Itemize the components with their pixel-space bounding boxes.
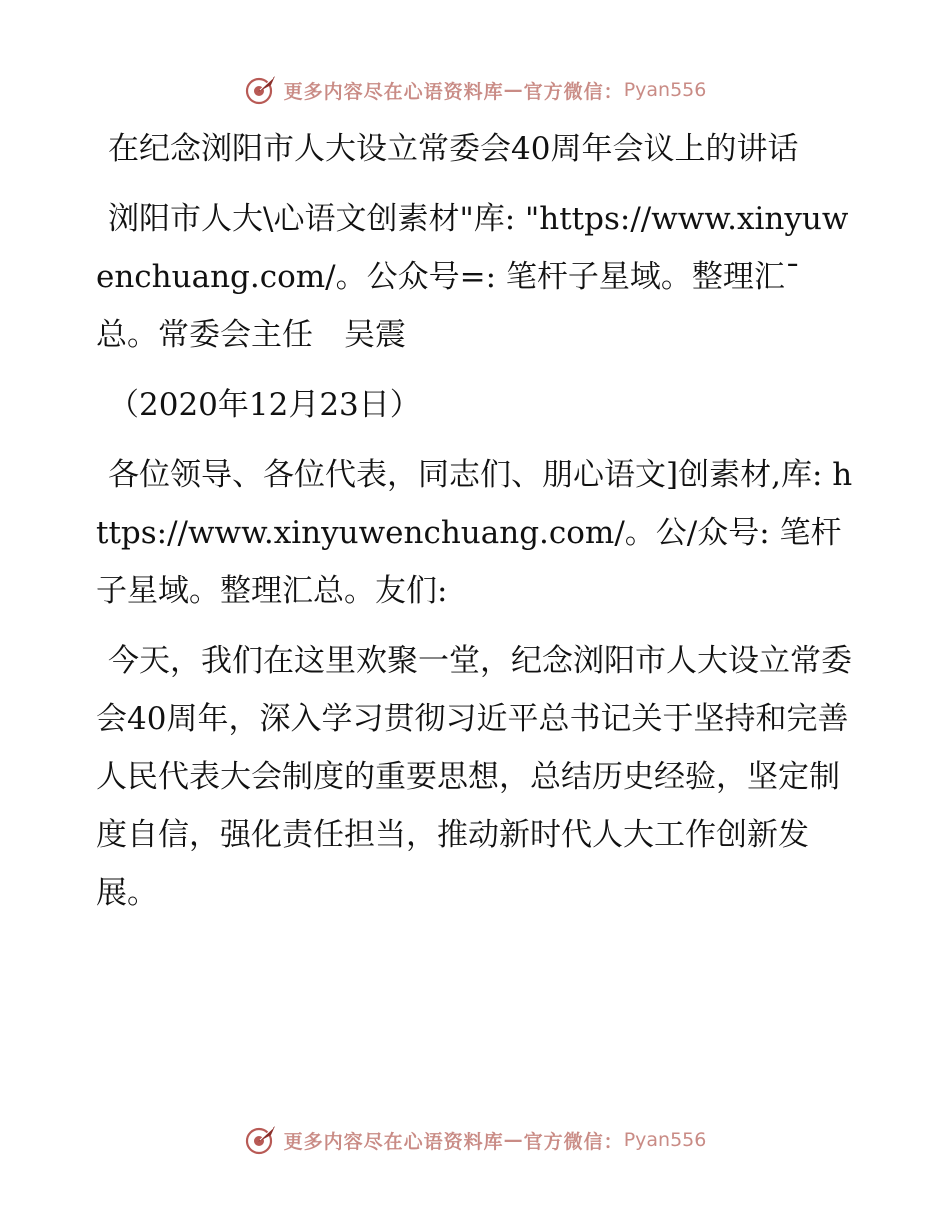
- banner-dash: —: [503, 1129, 524, 1151]
- header-banner: [0, 70, 950, 110]
- banner-title: 更多内容尽在心语资料库: [283, 80, 504, 103]
- document-byline: 浏阳市人大\心语文创素材"库: "https://www.xinyuwenchuang.com/。公众号=: 笔杆子星域。整理汇¯总。常委会主任 吴震: [96, 201, 849, 353]
- banner-contact-id: Pyan556: [623, 79, 707, 101]
- banner-contact-id: Pyan556: [623, 1129, 707, 1151]
- document-title: 在纪念浏阳市人大设立常委会40周年会议上的讲话: [108, 131, 799, 167]
- quill-pen-icon: [244, 1123, 278, 1157]
- document-date: （2020年12月23日）: [108, 387, 421, 423]
- document-salutation: 各位领导、各位代表，同志们、朋心语文]创素材,库: https://www.xinyuwenchuang.com/。公/众号: 笔杆子星域。整理汇总。友们:: [96, 457, 853, 609]
- quill-pen-icon: [244, 73, 278, 107]
- banner-title: 更多内容尽在心语资料库: [283, 1130, 504, 1153]
- footer-banner: [0, 1120, 950, 1160]
- banner-contact-label: 官方微信：: [523, 80, 624, 103]
- banner-contact-label: 官方微信：: [523, 1130, 624, 1153]
- document-paragraph: 今天，我们在这里欢聚一堂，纪念浏阳市人大设立常委会40周年，深入学习贯彻习近平总书记关于坚持和完善人民代表大会制度的重要思想，总结历史经验，坚定制度自信，强化责任担当，推动新时代人大工作创新发展。: [96, 643, 852, 911]
- banner-dash: —: [503, 79, 524, 101]
- document-body: [96, 120, 856, 934]
